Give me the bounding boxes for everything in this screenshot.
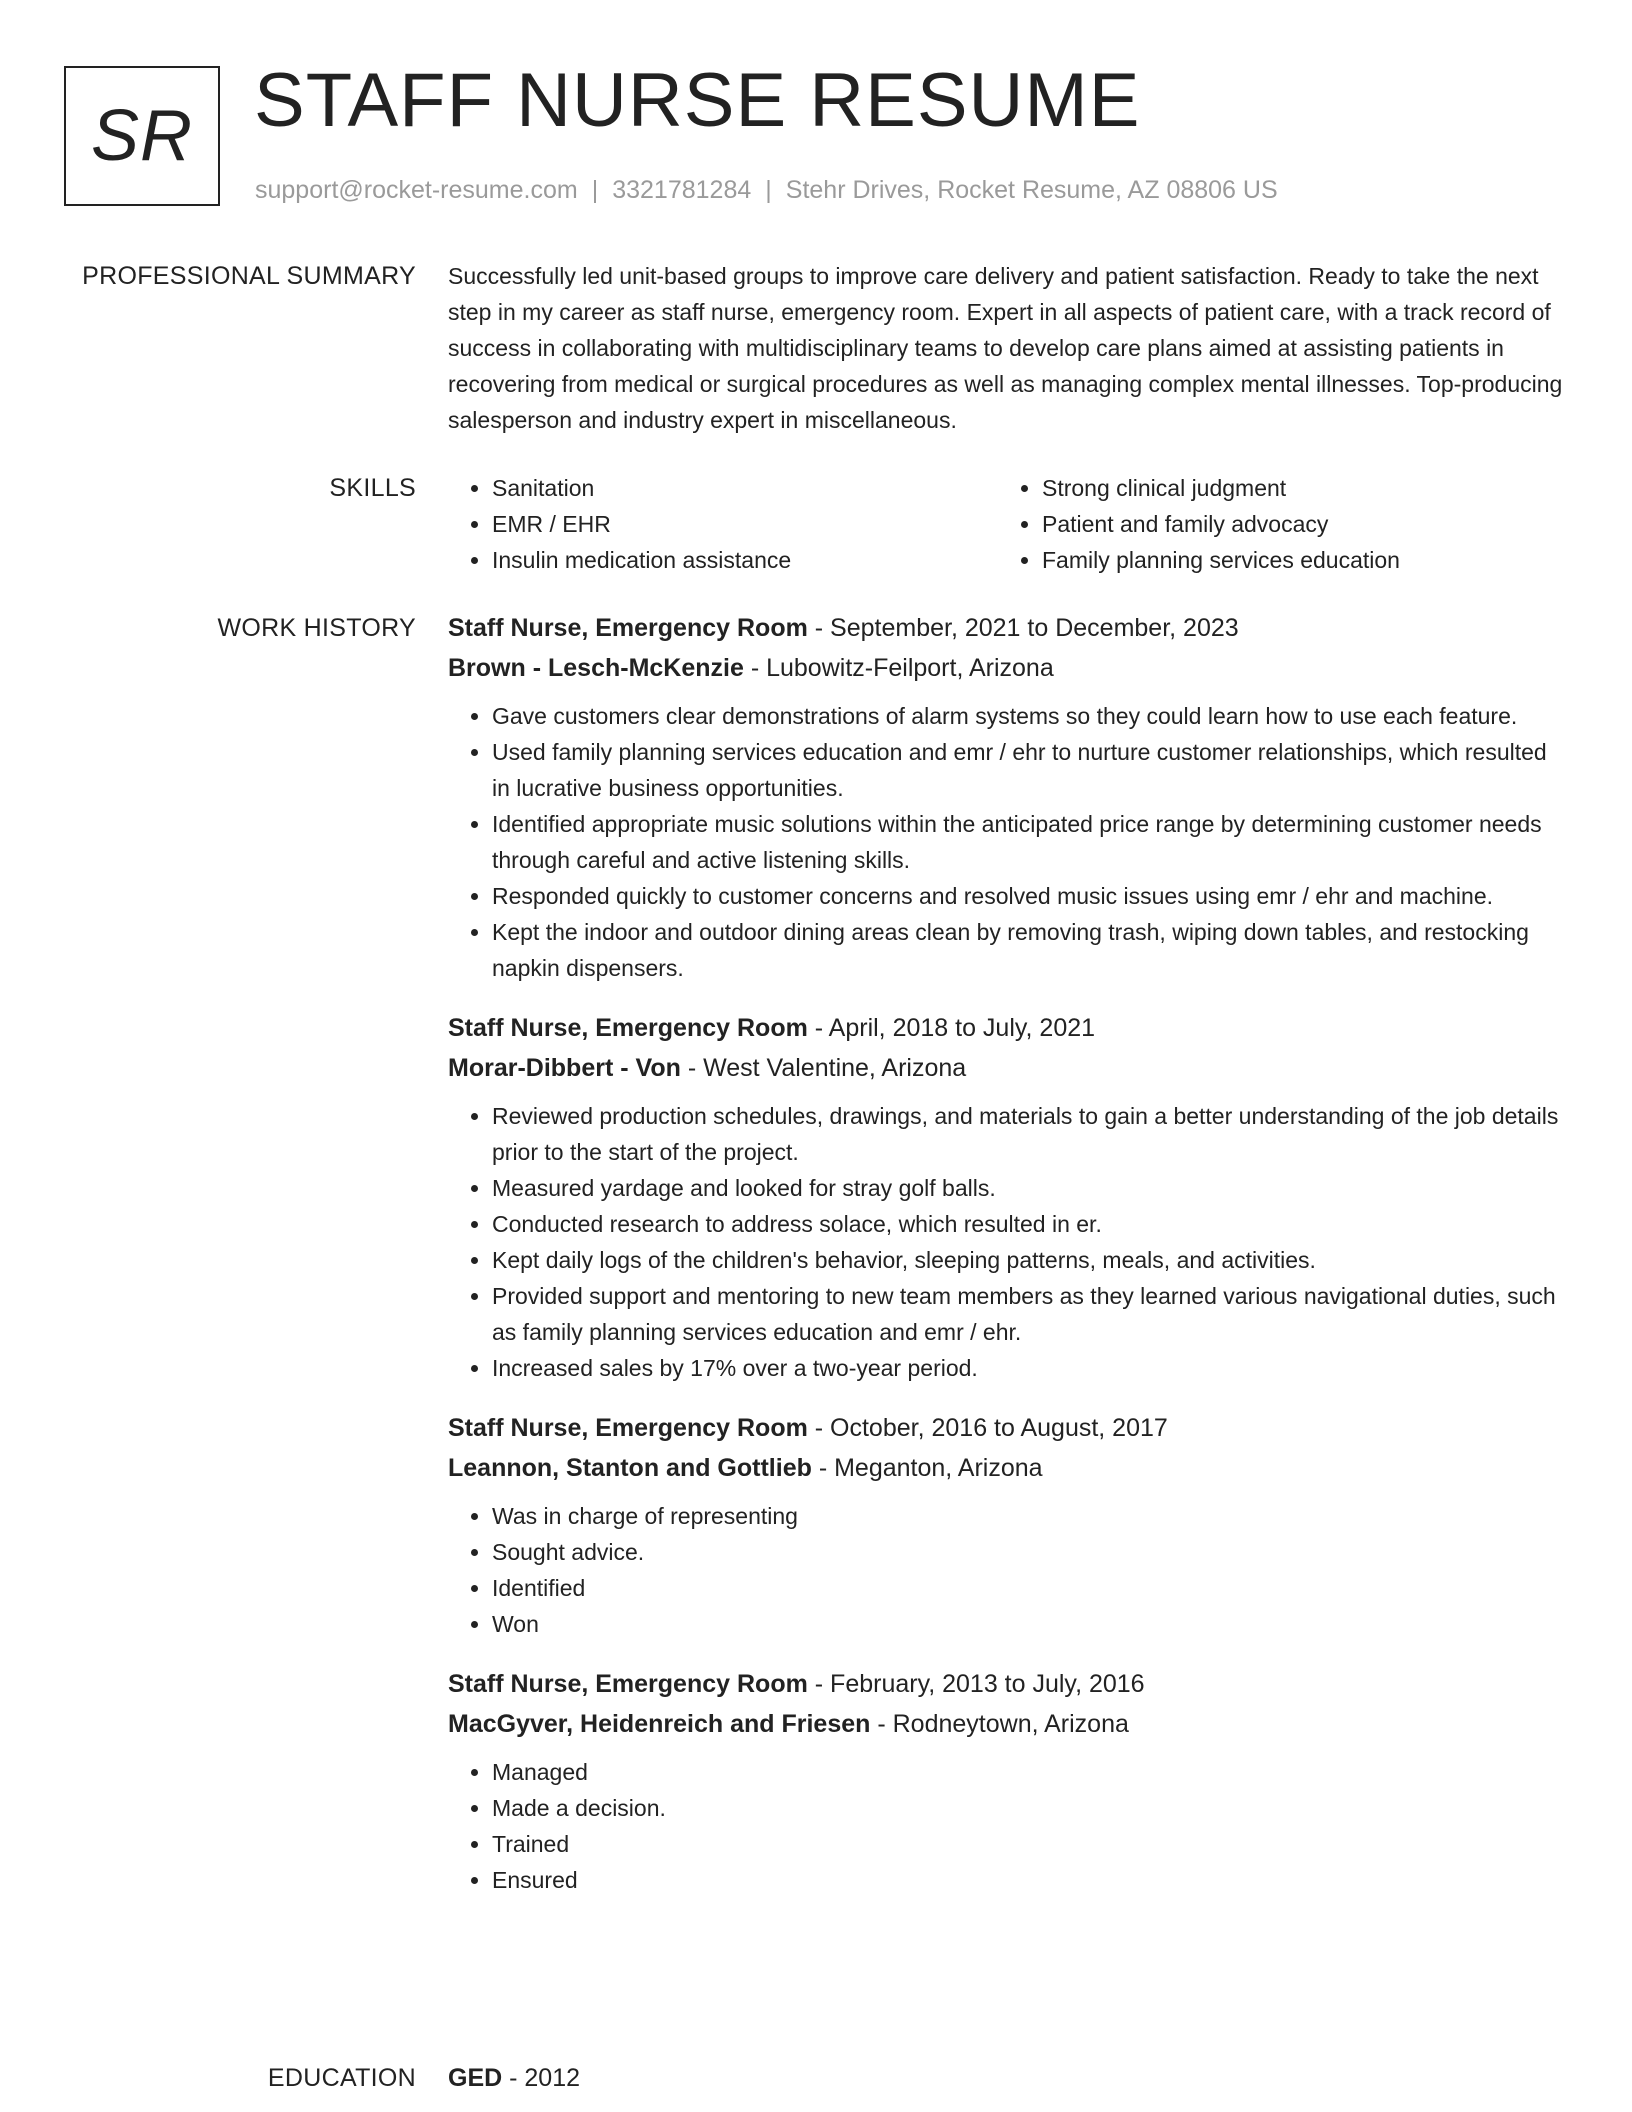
contact-address: Stehr Drives, Rocket Resume, AZ 08806 US bbox=[785, 176, 1278, 204]
job-location: - Meganton, Arizona bbox=[811, 1454, 1043, 1482]
skills-grid bbox=[448, 470, 1568, 578]
skill-item: • Patient and family advocacy bbox=[1042, 506, 1548, 542]
job-bullet: • Responded quickly to customer concerns and resolved music issues using emr / ehr and machine. bbox=[492, 878, 1568, 914]
job-bullet: • Used family planning services education and emr / ehr to nurture customer relationships, which resulted in lucrative business opportunities. bbox=[492, 734, 1568, 806]
skill-item: • EMR / EHR bbox=[492, 506, 998, 542]
education-heading: EDUCATION bbox=[267, 2064, 416, 2092]
contact-email[interactable]: support@rocket-resume.com bbox=[255, 176, 578, 204]
job-dates: - February, 2013 to July, 2016 bbox=[807, 1670, 1145, 1698]
job-location: - West Valentine, Arizona bbox=[680, 1054, 967, 1082]
job-title-line bbox=[448, 608, 1568, 648]
job-bullet: • Kept daily logs of the children's behavior, sleeping patterns, meals, and activities. bbox=[492, 1242, 1568, 1278]
job-bullet: • Reviewed production schedules, drawings, and materials to gain a better understanding of the job details prior to the start of the project. bbox=[492, 1098, 1568, 1170]
summary-body bbox=[448, 258, 1568, 438]
skill-item: • Strong clinical judgment bbox=[1042, 470, 1548, 506]
job-bullets bbox=[448, 1754, 1568, 1898]
education-body bbox=[448, 2058, 1568, 2098]
job-bullet: • Identified bbox=[492, 1570, 1568, 1606]
job-company: MacGyver, Heidenreich and Friesen bbox=[448, 1710, 871, 1738]
summary-text: Successfully led unit-based groups to improve care delivery and patient satisfaction. Ready to take the next step in my career as staff nurse, emergency room. Expert in all aspects of patient care, with a track record of success in collaborating with multidisciplinary teams to develop care plans aimed at assisting patients in recovering from medical or surgical procedures as well as managing complex mental illnesses. Top-producing salesperson and industry expert in miscellaneous. bbox=[448, 263, 1563, 433]
job-bullet: • Conducted research to address solace, which resulted in er. bbox=[492, 1206, 1568, 1242]
job-bullet: • Measured yardage and looked for stray golf balls. bbox=[492, 1170, 1568, 1206]
initials-monogram: SR bbox=[64, 66, 220, 206]
education-degree-line bbox=[448, 2058, 1568, 2098]
contact-separator: | bbox=[591, 176, 599, 204]
contact-line bbox=[255, 175, 1278, 205]
job-dates: - September, 2021 to December, 2023 bbox=[807, 614, 1239, 642]
job-title-line bbox=[448, 1408, 1568, 1448]
job-company-line bbox=[448, 648, 1568, 688]
skill-item: • Insulin medication assistance bbox=[492, 542, 998, 578]
resume-title: STAFF NURSE RESUME bbox=[254, 58, 1141, 143]
job-bullet: • Provided support and mentoring to new team members as they learned various navigational duties, such as family planning services education and emr / ehr. bbox=[492, 1278, 1568, 1350]
job-entry bbox=[448, 608, 1568, 986]
job-bullet: • Identified appropriate music solutions within the anticipated price range by determining customer needs through careful and active listening skills. bbox=[492, 806, 1568, 878]
job-bullet: • Was in charge of representing bbox=[492, 1498, 1568, 1534]
job-location: - Rodneytown, Arizona bbox=[870, 1710, 1129, 1738]
skills-heading: SKILLS bbox=[329, 474, 416, 502]
education-degree: GED bbox=[448, 2064, 503, 2092]
job-bullet: • Gave customers clear demonstrations of alarm systems so they could learn how to use each feature. bbox=[492, 698, 1568, 734]
skills-list-left bbox=[448, 470, 998, 578]
summary-heading: PROFESSIONAL SUMMARY bbox=[82, 262, 416, 290]
job-bullet: • Made a decision. bbox=[492, 1790, 1568, 1826]
job-bullet: • Sought advice. bbox=[492, 1534, 1568, 1570]
education-year: - 2012 bbox=[502, 2064, 581, 2092]
skill-item: • Sanitation bbox=[492, 470, 998, 506]
job-bullet: • Ensured bbox=[492, 1862, 1568, 1898]
job-bullet: • Kept the indoor and outdoor dining areas clean by removing trash, wiping down tables, and restocking napkin dispensers. bbox=[492, 914, 1568, 986]
job-title: Staff Nurse, Emergency Room bbox=[448, 614, 808, 642]
work-history-body bbox=[448, 608, 1568, 1920]
job-title-line bbox=[448, 1008, 1568, 1048]
job-company: Morar-Dibbert - Von bbox=[448, 1054, 681, 1082]
skills-list-right bbox=[998, 470, 1548, 578]
job-entry bbox=[448, 1664, 1568, 1898]
job-bullets bbox=[448, 698, 1568, 986]
job-title: Staff Nurse, Emergency Room bbox=[448, 1670, 808, 1698]
skill-item: • Family planning services education bbox=[1042, 542, 1548, 578]
job-entry bbox=[448, 1408, 1568, 1642]
job-title-line bbox=[448, 1664, 1568, 1704]
job-company-line bbox=[448, 1448, 1568, 1488]
job-bullet: • Trained bbox=[492, 1826, 1568, 1862]
job-bullet: • Managed bbox=[492, 1754, 1568, 1790]
job-dates: - October, 2016 to August, 2017 bbox=[807, 1414, 1168, 1442]
job-bullets bbox=[448, 1498, 1568, 1642]
job-company: Leannon, Stanton and Gottlieb bbox=[448, 1454, 812, 1482]
job-company-line bbox=[448, 1048, 1568, 1088]
job-bullets bbox=[448, 1098, 1568, 1386]
job-company-line bbox=[448, 1704, 1568, 1744]
job-location: - Lubowitz-Feilport, Arizona bbox=[743, 654, 1054, 682]
job-dates: - April, 2018 to July, 2021 bbox=[807, 1014, 1096, 1042]
job-entry bbox=[448, 1008, 1568, 1386]
job-title: Staff Nurse, Emergency Room bbox=[448, 1414, 808, 1442]
job-title: Staff Nurse, Emergency Room bbox=[448, 1014, 808, 1042]
job-bullet: • Won bbox=[492, 1606, 1568, 1642]
contact-phone[interactable]: 3321781284 bbox=[612, 176, 752, 204]
work-history-heading: WORK HISTORY bbox=[217, 614, 416, 642]
contact-separator: | bbox=[765, 176, 772, 204]
job-company: Brown - Lesch-McKenzie bbox=[448, 654, 744, 682]
job-bullet: • Increased sales by 17% over a two-year period. bbox=[492, 1350, 1568, 1386]
